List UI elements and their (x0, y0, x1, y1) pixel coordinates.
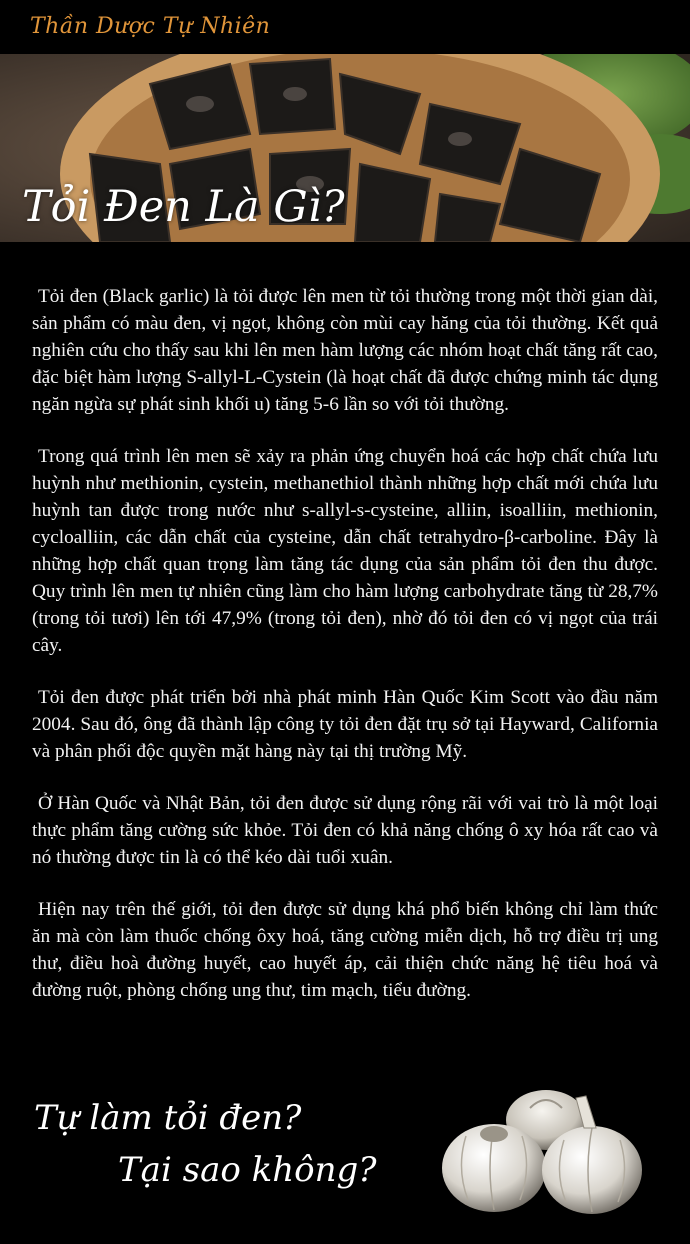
paragraph: Tỏi đen được phát triển bởi nhà phát minh Hàn Quốc Kim Scott vào đầu năm 2004. Sau đó, ông đã thành lập công ty tỏi đen đặt trụ sở tại Hayward, California và phân phối độc quyền mặt hàng này tại thị trường Mỹ. (32, 687, 658, 762)
garlic-bulbs-image (436, 1082, 656, 1222)
paragraph: Hiện nay trên thế giới, tỏi đen được sử dụng khá phổ biến không chỉ làm thức ăn mà còn làm thuốc chống ôxy hoá, tăng cường miễn dịch, hỗ trợ điều trị ung thư, điều hoà đường huyết, cao huyết áp, cải thiện chức năng hệ tiêu hoá và đường ruột, phòng chống ung thư, tim mạch, tiểu đường. (32, 899, 658, 1001)
paragraph: Ở Hàn Quốc và Nhật Bản, tỏi đen được sử dụng rộng rãi với vai trò là một loại thực phẩm tăng cường sức khỏe. Tỏi đen có khả năng chống ô xy hóa rất cao và nó thường được tin là có thể kéo dài tuổi xuân. (32, 793, 658, 868)
hero-title: Tỏi Đen Là Gì? (22, 182, 345, 232)
brand-title: Thần Dược Tự Nhiên (30, 14, 271, 39)
article-body (32, 283, 658, 1029)
cta-line-2: Tại sao không? (118, 1150, 377, 1190)
cta-line-1: Tự làm tỏi đen? (34, 1098, 302, 1138)
paragraph: Tỏi đen (Black garlic) là tỏi được lên men từ tỏi thường trong một thời gian dài, sản phẩm có màu đen, vị ngọt, không còn mùi cay hăng của tỏi thường. Kết quả nghiên cứu cho thấy sau khi lên men hàm lượng các nhóm hoạt chất tăng rất cao, đặc biệt hàm lượng S-allyl-L-Cystein (là hoạt chất đã được chứng minh tác dụng ngăn ngừa sự phát sinh khối u) tăng 5-6 lần so với tỏi thường. (32, 286, 658, 415)
paragraph: Trong quá trình lên men sẽ xảy ra phản ứng chuyển hoá các hợp chất chứa lưu huỳnh như methionin, cystein, methanethiol thành những hợp chất mới chứa lưu huỳnh tan được trong nước như s-allyl-s-cysteine, alliin, isoalliin, methionin, cycloalliin, các dẫn chất của cysteine, dẫn chất tetrahydro-β-carboline. Đây là những hợp chất quan trọng làm tăng tác dụng của sản phẩm tỏi đen thu được. Quy trình lên men tự nhiên cũng làm cho hàm lượng carbohydrate tăng từ 28,7% (trong tỏi tươi) lên tới 47,9% (trong tỏi đen), nhờ đó tỏi đen có vị ngọt của trái cây. (32, 446, 658, 656)
hero-banner (0, 54, 690, 242)
